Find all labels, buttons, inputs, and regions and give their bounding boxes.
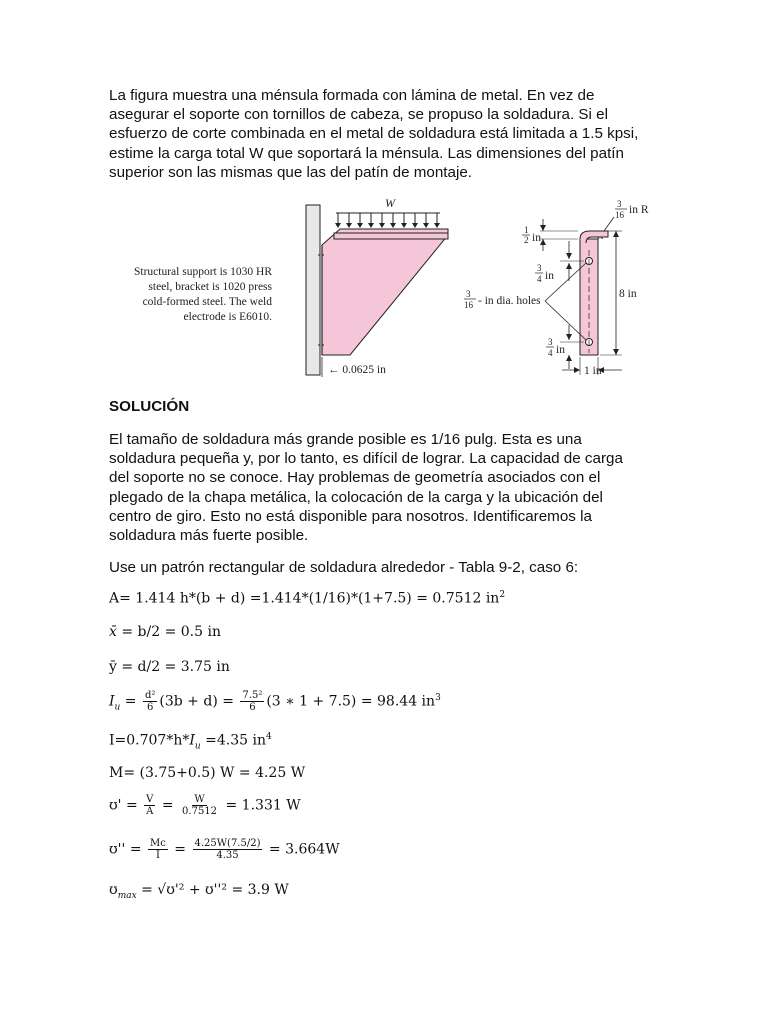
problem-statement <box>109 86 669 182</box>
text-line: plegado de la chapa metálica, la colocación de la carga y la ubicación del <box>109 488 603 506</box>
structural-support <box>306 205 320 375</box>
quarter-bottom-label: in <box>556 344 565 356</box>
radius-label: in R <box>629 204 649 216</box>
equation-area: A= 1.414 h*(b + d) =1.414*(1/16)*(1+7.5) = 0.7512 $in^2$ <box>109 590 506 607</box>
equation-xbar: x̄ = b/2 = 0.5 in <box>109 624 221 640</box>
quarter-top-label: in <box>545 270 554 282</box>
fraction-num: 1 <box>524 225 529 235</box>
equation-ybar: ȳ = d/2 = 3.75 in <box>109 659 230 675</box>
equation-moment: M= (3.75+0.5) W = 4.25 W <box>109 765 306 781</box>
text-line: La figura muestra una ménsula formada con lámina de metal. En vez de <box>109 87 595 104</box>
solution-paragraph <box>109 430 669 545</box>
fraction: $\frac{\text{7.5²}}{6}$ <box>242 690 263 713</box>
fraction-den: 4 <box>548 348 553 358</box>
text-line: estime la carga total W que soportará la ménsula. Las dimensiones del patín <box>109 144 624 162</box>
text-line: asegurar el soporte con tornillos de cabeza, se propuso la soldadura. Si el <box>109 106 608 124</box>
thickness-label: ← 0.0625 in <box>328 364 386 376</box>
height-label: 8 in <box>619 288 637 300</box>
equation-tau2: ʊ'' = $\frac{Mc}{I}$ = $\frac{4.25W(7.5/2)}{4.35}$ = 3.664W <box>109 838 340 861</box>
text-line: soldadura más fuerte posible. <box>109 527 309 545</box>
front-view <box>464 199 649 377</box>
equation-tau1: ʊ' = $\frac{V}{A}$ = $\frac{W}{0.7512}$ = 1.331 W <box>109 794 301 817</box>
bracket-figure <box>0 195 768 385</box>
equation-inertia: $I=0.707*h*I_u =4.35$ $in^4$ <box>109 732 272 752</box>
figure-caption-line: Structural support is 1030 HR <box>134 266 272 278</box>
fraction-num: 3 <box>617 199 622 209</box>
text-line: soldadura pequeña y, por lo tanto, es difícil de lograr. La capacidad de carga <box>109 450 623 468</box>
fraction-num: 3 <box>548 337 553 347</box>
fraction: $\frac{\text{d²}}{6}$ <box>144 690 156 713</box>
width-label: 1 in <box>584 365 602 377</box>
fraction-den: 2 <box>524 235 529 245</box>
fraction: $\frac{V}{A}$ <box>146 794 154 817</box>
figure-caption-line: steel, bracket is 1020 press <box>148 281 272 293</box>
top-flange <box>334 233 448 239</box>
text-line: del soporte no se conoce. Hay problemas de geometría asociados con el <box>109 469 601 487</box>
text-line: superior son las mismas que las del patín de montaje. <box>109 163 473 181</box>
half-in-label: in <box>532 232 541 244</box>
holes-label: - in dia. holes <box>478 295 541 307</box>
fraction-den: 16 <box>615 210 624 220</box>
text-line: El tamaño de soldadura más grande posible es 1/16 pulg. Esta es una <box>109 431 582 448</box>
equation-iu: $I_u$ = $\frac{\text{d²}}{6}$ (3b + d) = $\frac{\text{7.5²}}{6}$ (3 ∗ 1 + 7.5) = 98.44 $in^3$ <box>109 690 441 713</box>
side-view <box>306 196 448 377</box>
fraction-den: 16 <box>464 300 473 310</box>
load-label: W <box>385 196 395 210</box>
equation-taumax: ʊ$_{max}$ = √ʊ'² + ʊ''² = 3.9 W <box>109 882 289 901</box>
text-line: centro de giro. Esto no está disponible para nosotros. Identificaremos la <box>109 507 592 525</box>
fraction: $\frac{Mc}{I}$ <box>150 838 166 861</box>
fraction: $\frac{W}{0.7512}$ <box>182 794 218 817</box>
figure-caption-line: electrode is E6010. <box>183 311 272 323</box>
fraction-num: 3 <box>466 289 471 299</box>
fraction-num: 3 <box>537 263 542 273</box>
text-line: Use un patrón rectangular de soldadura alrededor - Tabla 9-2, caso 6: <box>109 559 579 576</box>
text-line: esfuerzo de corte combinada en el metal de soldadura está limitada a 1.5 kpsi, <box>109 125 639 143</box>
fraction-den: 4 <box>537 274 542 284</box>
bracket-plate <box>322 229 448 355</box>
solution-heading: SOLUCIÓN <box>109 398 190 415</box>
figure-caption-line: cold-formed steel. The weld <box>142 296 272 308</box>
fraction: $\frac{4.25W(7.5/2)}{4.35}$ <box>194 838 261 861</box>
method-line <box>109 558 669 577</box>
